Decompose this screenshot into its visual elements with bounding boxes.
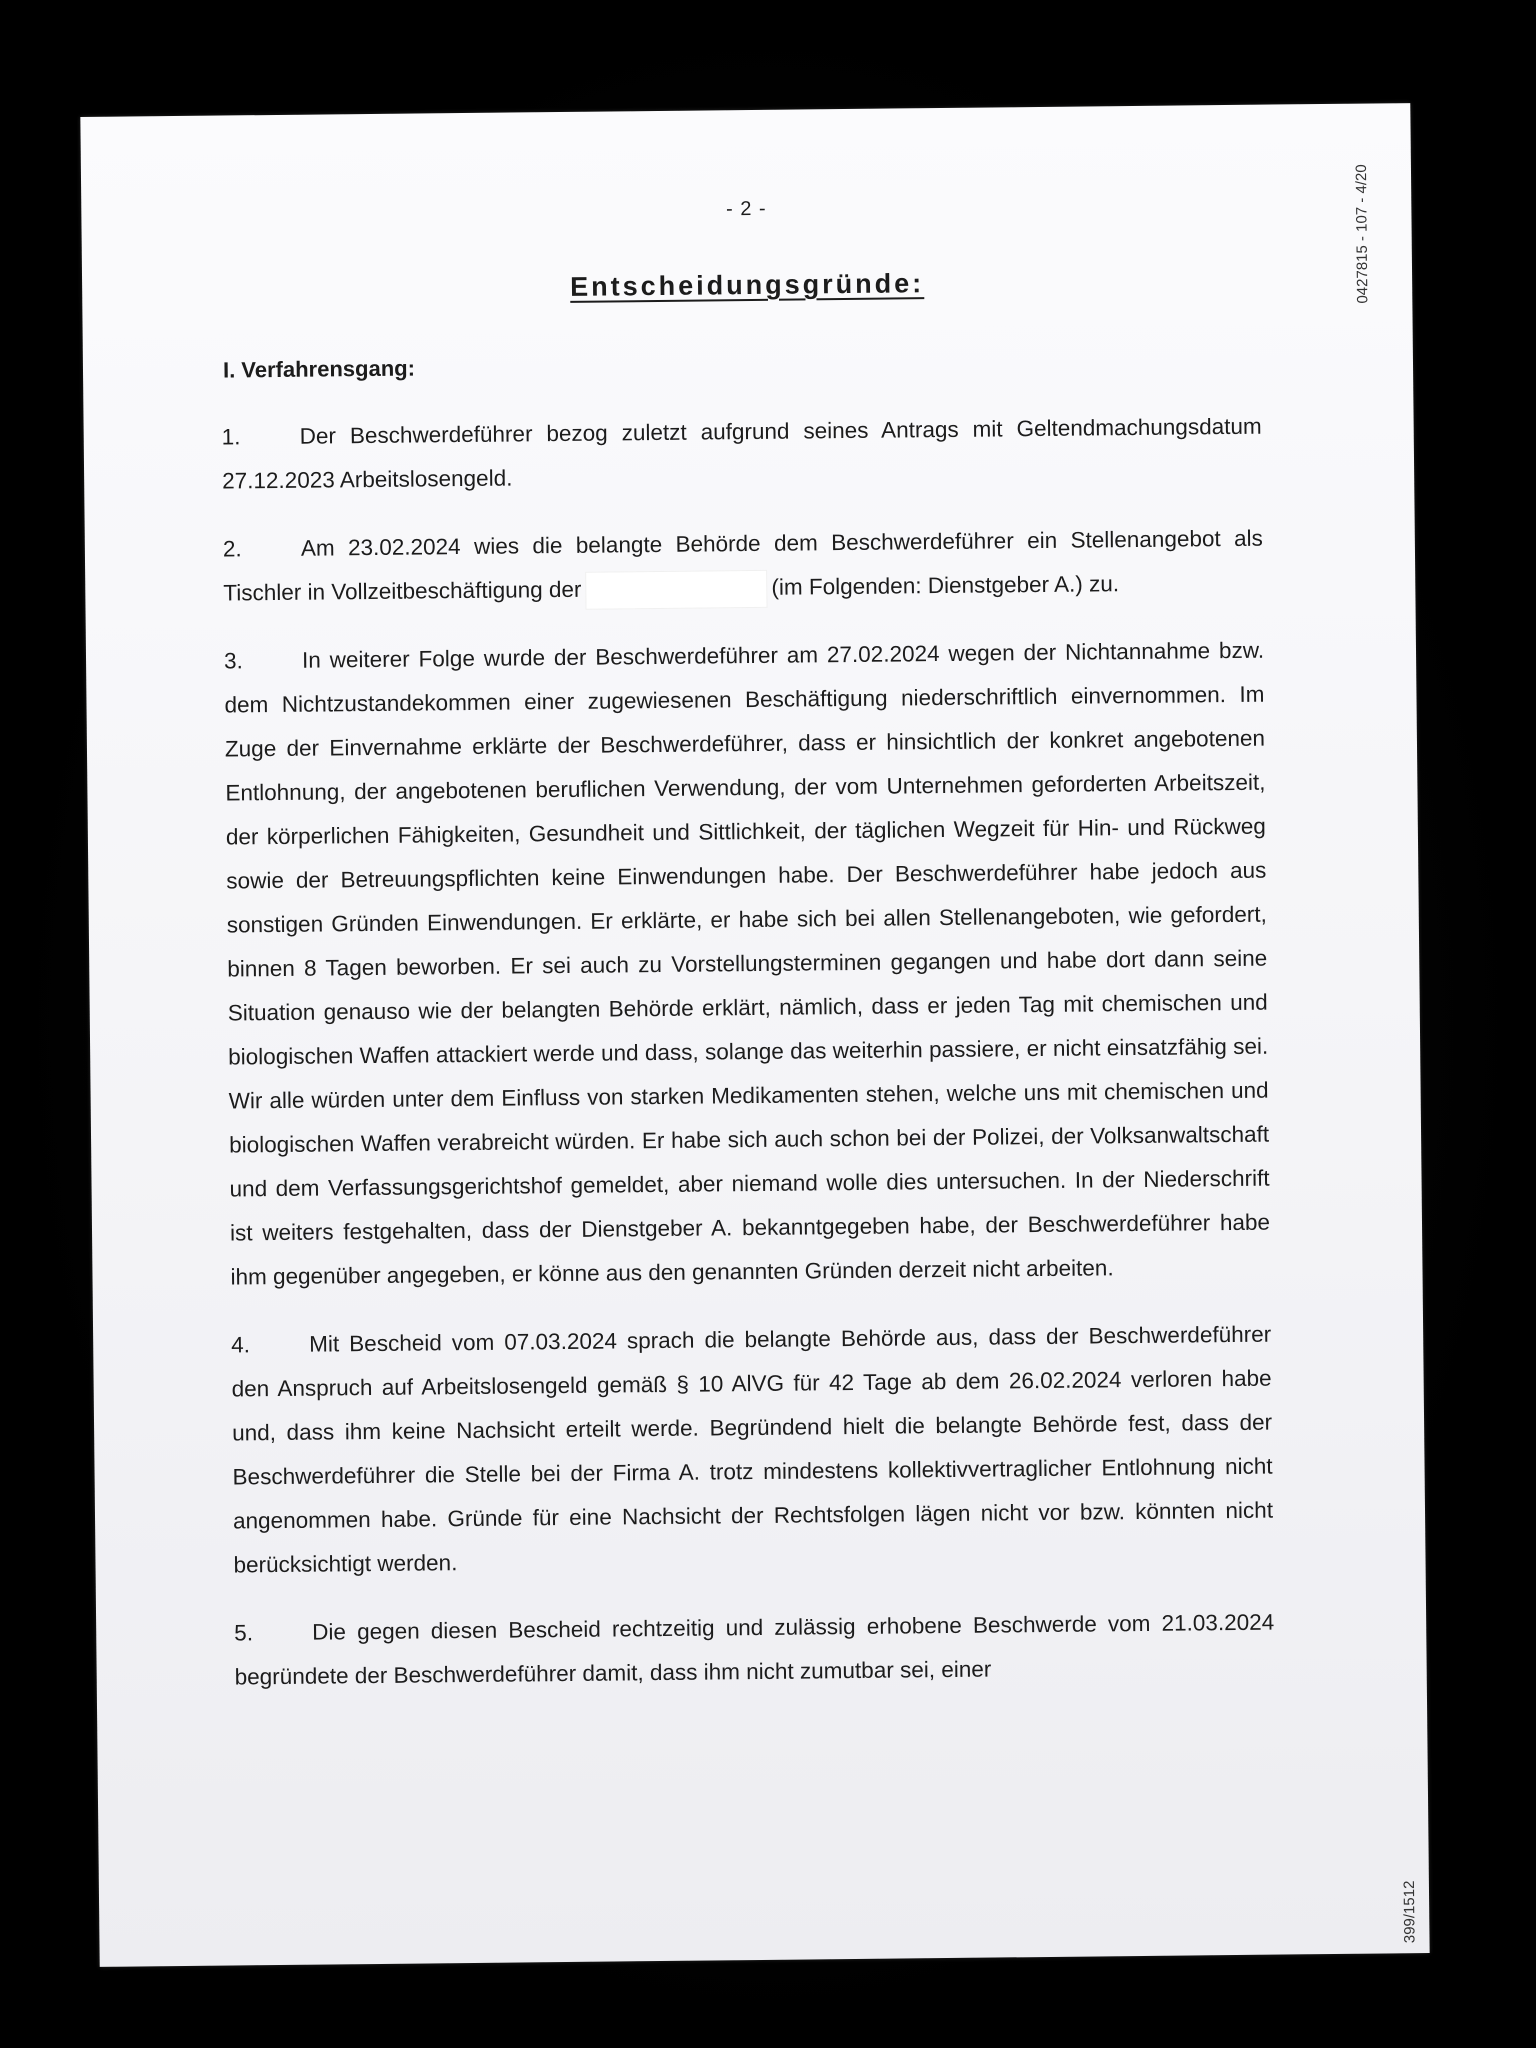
paragraph-text: Mit Bescheid vom 07.03.2024 sprach die belangte Behörde aus, dass der Beschwerdeführer den Anspruch auf Arbeitslosengeld gemäß § 10 AlVG für 42 Tage ab dem 26.02.2024 verloren habe und, dass ihm keine Nachsicht erteilt werde. Begründend hielt die belangte Behörde fest, dass der Beschwerdeführer die Stelle bei der Firma A. trotz mindestens kollektivvertraglicher Entlohnung nicht angenommen habe. Gründe für eine Nachsicht der Rechtsfolgen lägen nicht vor bzw. könnten nicht berücksichtigt werden. [231, 1321, 1274, 1578]
paragraph-text: Der Beschwerdeführer bezog zuletzt aufgrund seines Antrags mit Geltendmachungsdatum 27.12.2023 Arbeitslosengeld. [222, 413, 1262, 494]
paragraph-text: Die gegen diesen Bescheid rechtzeitig und zulässig erhobene Beschwerde vom 21.03.2024 begründete der Beschwerdeführer damit, dass ihm nicht zumutbar sei, einer [234, 1609, 1275, 1690]
page-number: - 2 - [725, 197, 767, 221]
side-reference-code-top: 0427815 - 107 - 4/20 [1352, 164, 1372, 304]
paragraph-number: 4. [231, 1332, 251, 1358]
paragraph-text-after: (im Folgenden: Dienstgeber A.) zu. [771, 571, 1120, 600]
paragraph-text-before: Am 23.02.2024 wies die belangte Behörde dem Beschwerdeführer ein Stellenangebot als Tischler in Vollzeitbeschäftigung der [223, 525, 1263, 606]
document-page [80, 103, 1429, 1967]
paragraph-number: 3. [223, 648, 243, 674]
paragraph-number: 5. [234, 1620, 254, 1646]
document-body [221, 405, 1275, 1724]
side-reference-code-bottom: 399/1512 [1400, 1880, 1419, 1944]
paragraph-5 [234, 1601, 1275, 1700]
redacted-name-box [585, 570, 767, 610]
section-title: I. Verfahrensgang: [222, 355, 416, 383]
paragraph-2 [223, 517, 1264, 616]
paragraph-1 [221, 405, 1262, 504]
paragraph-number: 1. [221, 424, 241, 450]
document-heading: Entscheidungsgründe: [569, 268, 925, 302]
paragraph-3 [224, 629, 1271, 1300]
paragraph-text: In weiterer Folge wurde der Beschwerdeführer am 27.02.2024 wegen der Nichtannahme bzw. dem Nichtzustandekommen einer zugewiesenen Beschäftigung niederschriftlich einvernommen. Im Zuge der Einvernahme erklärte der Beschwerdeführer, dass er hinsichtlich der konkret angebotenen Entlohnung, der angebotenen beruflichen Verwendung, der vom Unternehmen geforderten Arbeitszeit, der körperlichen Fähigkeiten, Gesundheit und Sittlichkeit, der täglichen Wegzeit für Hin- und Rückweg sowie der Betreuungspflichten keine Einwendungen habe. Der Beschwerdeführer habe jedoch aus sonstigen Gründen Einwendungen. Er erklärte, er habe sich bei allen Stellenangeboten, wie gefordert, binnen 8 Tagen beworben. Er sei auch zu Vorstellungsterminen gegangen und habe dort dann seine Situation genauso wie der belangten Behörde erklärt, nämlich, dass er jeden Tag mit chemischen und biologischen Waffen attackiert werde und dass, solange das weiterhin passiere, er nicht einsatzfähig sei. Wir alle würden unter dem Einfluss von starken Medikamenten stehen, welche uns mit chemischen und biologischen Waffen verabreicht würden. Er habe sich auch schon bei der Polizei, der Volksanwaltschaft und dem Verfassungsgerichtshof gemeldet, aber niemand wolle dies untersuchen. In der Niederschrift ist weiters festgehalten, dass der Dienstgeber A. bekanntgegeben habe, der Beschwerdeführer habe ihm gegenüber angegeben, er könne aus den genannten Gründen derzeit nicht arbeiten. [224, 637, 1271, 1290]
paragraph-number: 2. [222, 536, 242, 562]
paragraph-4 [231, 1313, 1274, 1588]
